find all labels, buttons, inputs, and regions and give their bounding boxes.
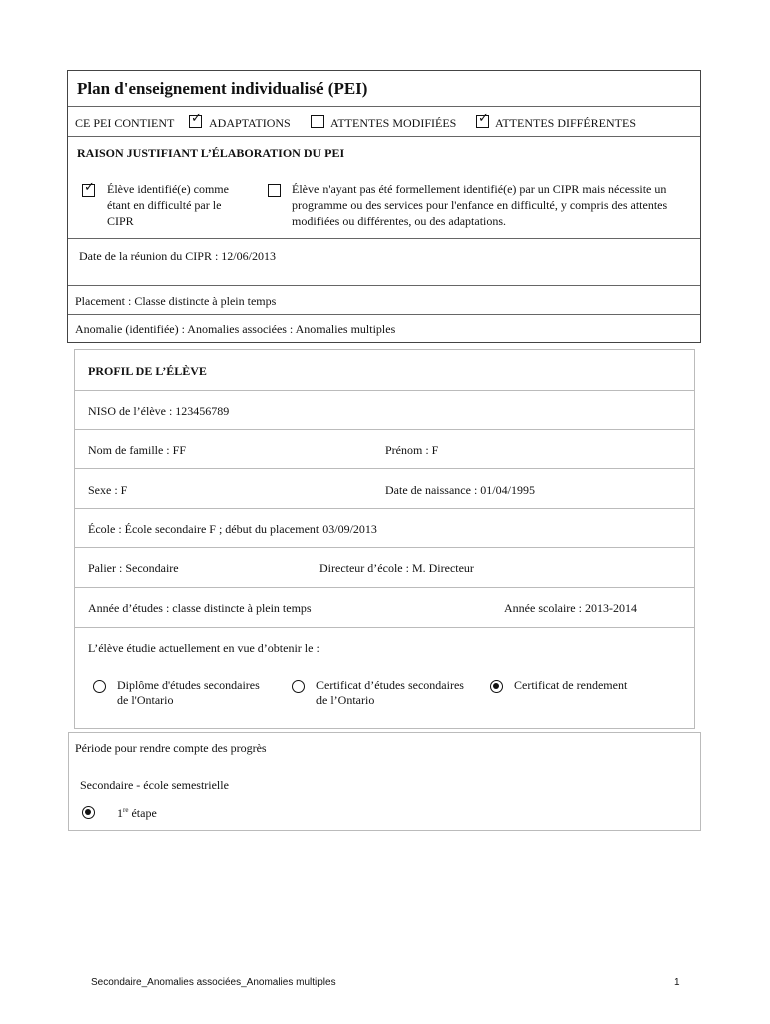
contains-label: CE PEI CONTIENT xyxy=(75,116,175,130)
date-reunion-row xyxy=(68,239,700,286)
nom-row xyxy=(75,430,694,469)
anomalie: Anomalie (identifiée) : Anomalies associées : Anomalies multiples xyxy=(75,322,396,336)
diplome-line1: Diplôme d'études secondaires xyxy=(117,678,260,692)
diplome-row xyxy=(75,628,694,729)
profil-title-row xyxy=(75,350,694,391)
attentes-modifiees-label: ATTENTES MODIFIÉES xyxy=(330,116,457,130)
etape-label xyxy=(117,806,157,821)
periode-section xyxy=(68,732,701,831)
periode-type: Secondaire - école semestrielle xyxy=(80,778,229,792)
adaptations-checkbox[interactable] xyxy=(189,111,202,128)
etape-superscript: re xyxy=(123,806,129,814)
niso-row xyxy=(75,391,694,430)
certificat-rendement-radio[interactable] xyxy=(490,680,503,693)
attentes-differentes-checkbox[interactable] xyxy=(476,111,489,128)
nom-famille: Nom de famille : FF xyxy=(88,443,186,457)
niso: NISO de l’élève : 123456789 xyxy=(88,404,230,418)
anomalie-row xyxy=(68,315,700,343)
raison-title: RAISON JUSTIFIANT L’ÉLABORATION DU PEI xyxy=(77,146,345,160)
placement-row xyxy=(68,286,700,315)
palier-row xyxy=(75,548,694,588)
eleve-identifie-text: Élève identifié(e) comme étant en difficulté par le CIPR xyxy=(107,182,229,228)
diplome-line2: de l'Ontario xyxy=(117,693,174,707)
date-reunion: Date de la réunion du CIPR : 12/06/2013 xyxy=(79,249,276,263)
certificat-rendement-label: Certificat de rendement xyxy=(514,678,628,692)
pei-header-section xyxy=(67,70,701,343)
profil-section xyxy=(74,349,695,729)
sexe-row xyxy=(75,469,694,509)
radio-selected-dot xyxy=(493,683,499,689)
profil-title: PROFIL DE L’ÉLÈVE xyxy=(88,364,207,378)
ecole-row xyxy=(75,509,694,548)
checkmark-icon: ✓ xyxy=(84,180,95,195)
eleve-non-identifie-text: Élève n'ayant pas été formellement identifié(e) par un CIPR mais nécessite un programme ou des services pour l'enfance en difficulté, y compris des attentes modifiées ou différentes, ou des adaptations. xyxy=(292,182,668,228)
page-number: 1 xyxy=(674,977,680,988)
etape-number: 1 xyxy=(117,806,123,820)
palier: Palier : Secondaire xyxy=(88,561,179,575)
certificat-etudes-line1: Certificat d’études secondaires xyxy=(316,678,464,692)
attentes-modifiees-checkbox[interactable] xyxy=(311,115,324,128)
attentes-differentes-label: ATTENTES DIFFÉRENTES xyxy=(495,116,636,130)
raison-row xyxy=(68,137,700,239)
etape-radio[interactable] xyxy=(82,806,95,819)
eleve-identifie-checkbox[interactable] xyxy=(82,180,95,197)
etape-word: étape xyxy=(131,806,157,820)
sexe: Sexe : F xyxy=(88,483,128,497)
periode-title: Période pour rendre compte des progrès xyxy=(75,741,267,755)
directeur: Directeur d’école : M. Directeur xyxy=(319,561,474,575)
checkmark-icon: ✓ xyxy=(478,111,489,126)
annee-etudes: Année d’études : classe distincte à plein temps xyxy=(88,601,312,615)
certificat-etudes-line2: de l’Ontario xyxy=(316,693,375,707)
prenom: Prénom : F xyxy=(385,443,439,457)
title-row xyxy=(68,71,700,107)
radio-selected-dot xyxy=(85,809,91,815)
ecole: École : École secondaire F ; début du placement 03/09/2013 xyxy=(88,522,377,536)
diplome-radio[interactable] xyxy=(93,680,106,693)
obtenir-label: L’élève étudie actuellement en vue d’obtenir le : xyxy=(88,641,320,655)
checkmark-icon: ✓ xyxy=(191,111,202,126)
eleve-non-identifie-checkbox[interactable] xyxy=(268,184,281,197)
date-naissance: Date de naissance : 01/04/1995 xyxy=(385,483,535,497)
contains-row xyxy=(68,107,700,137)
annee-scolaire: Année scolaire : 2013-2014 xyxy=(504,601,637,615)
annee-row xyxy=(75,588,694,628)
placement: Placement : Classe distincte à plein temps xyxy=(75,294,277,308)
certificat-etudes-radio[interactable] xyxy=(292,680,305,693)
footer-text: Secondaire_Anomalies associées_Anomalies multiples xyxy=(91,977,336,988)
adaptations-label: ADAPTATIONS xyxy=(209,116,291,130)
page-title: Plan d'enseignement individualisé (PEI) xyxy=(77,79,368,98)
